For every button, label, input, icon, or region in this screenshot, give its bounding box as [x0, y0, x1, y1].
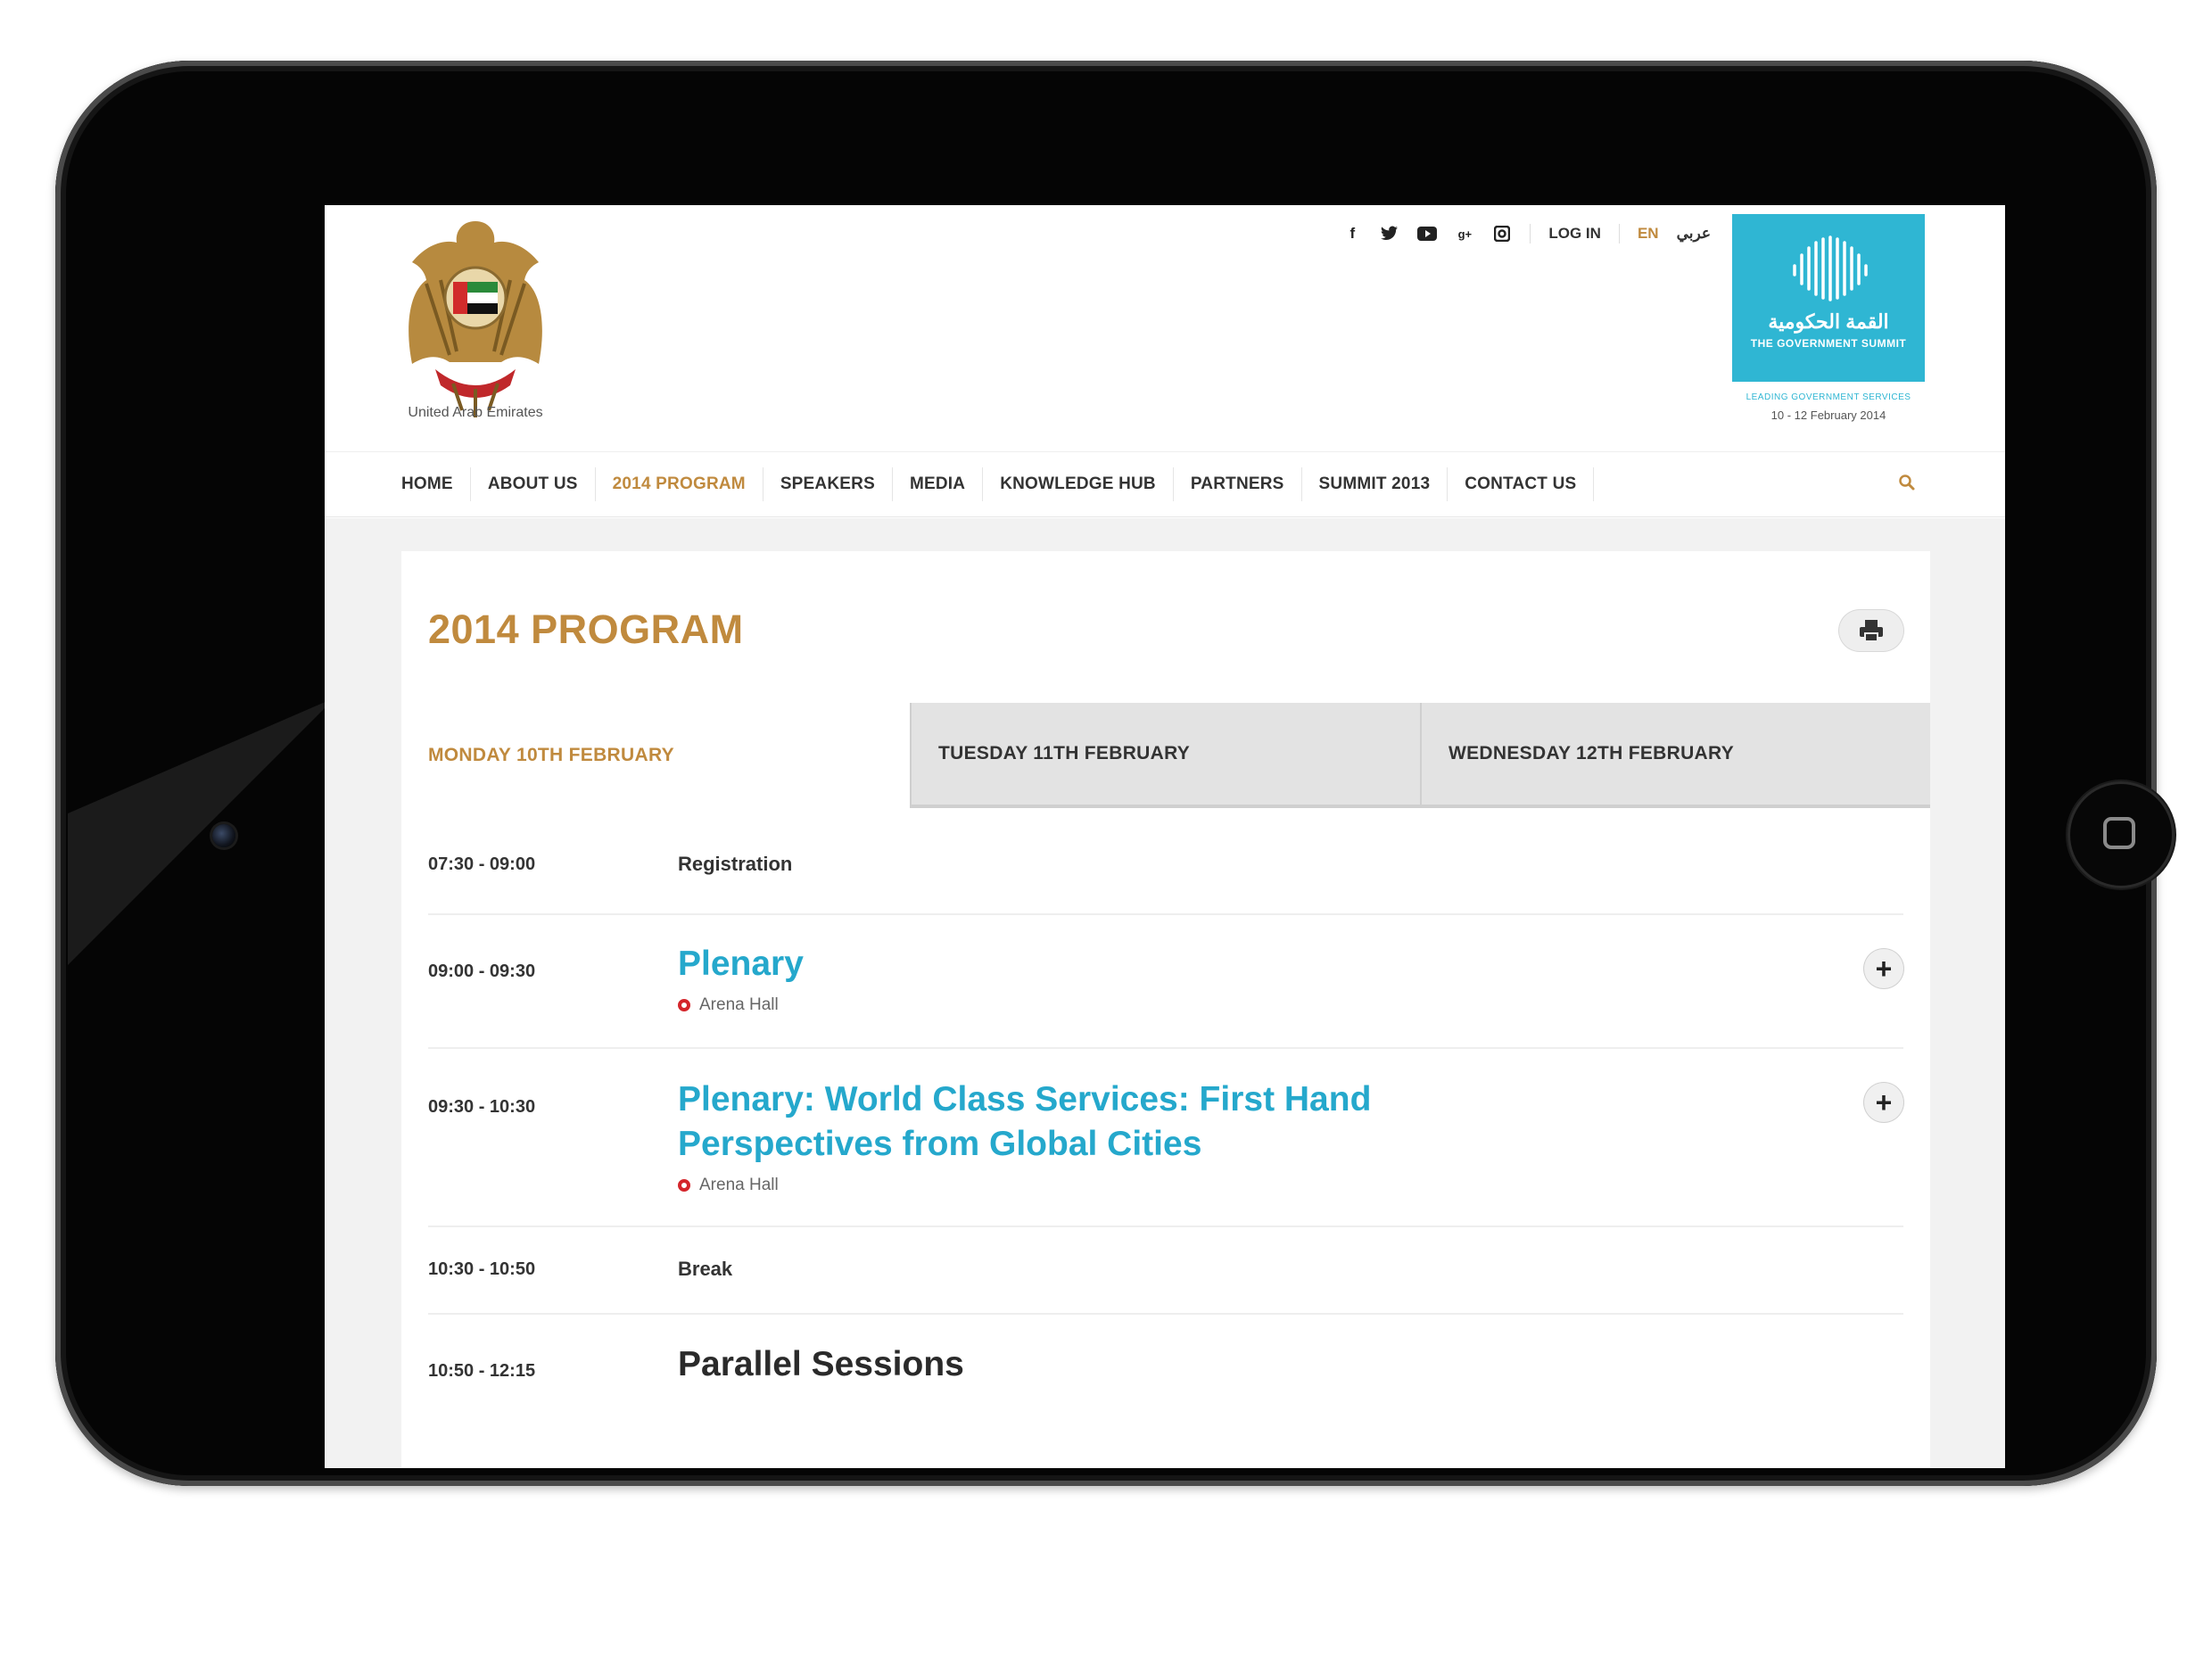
- screen: [325, 205, 2005, 1468]
- summit-tagline: LEADING GOVERNMENT SERVICES: [1746, 392, 1911, 402]
- camera-icon: [212, 824, 235, 847]
- session-time: 07:30 - 09:00: [428, 854, 536, 874]
- nav-item-speakers[interactable]: SPEAKERS: [763, 467, 893, 501]
- session-title-link[interactable]: Plenary: World Class Services: First Hand Perspectives from Global Cities: [678, 1080, 1372, 1163]
- session-title: Break: [678, 1258, 733, 1280]
- location-icon: [678, 999, 690, 1011]
- instagram-icon[interactable]: [1492, 224, 1512, 243]
- search-icon[interactable]: [1898, 474, 1916, 496]
- utility-bar: [1342, 218, 1711, 250]
- nav-item-media[interactable]: MEDIA: [893, 467, 983, 501]
- government-summit-logo[interactable]: [1732, 214, 1925, 382]
- nav-item-knowledge-hub[interactable]: KNOWLEDGE HUB: [983, 467, 1174, 501]
- youtube-icon[interactable]: [1417, 224, 1437, 243]
- day-tabs: [401, 703, 1930, 808]
- schedule-row: [428, 808, 1903, 915]
- session-time: 10:50 - 12:15: [428, 1361, 536, 1381]
- session-title-link[interactable]: Plenary: [678, 945, 804, 983]
- nav-item-contact-us[interactable]: CONTACT US: [1448, 467, 1594, 501]
- summit-name-english: THE GOVERNMENT SUMMIT: [1750, 337, 1907, 350]
- tab-tuesday[interactable]: TUESDAY 11TH FEBRUARY: [910, 703, 1420, 808]
- tab-wednesday[interactable]: WEDNESDAY 12TH FEBRUARY: [1420, 703, 1930, 808]
- nav-item-summit-2013[interactable]: SUMMIT 2013: [1302, 467, 1449, 501]
- summit-name-arabic: القمة الحكومية: [1768, 310, 1889, 333]
- nav-item-about-us[interactable]: ABOUT US: [471, 467, 596, 501]
- expand-button[interactable]: +: [1864, 949, 1903, 988]
- page-title: 2014 PROGRAM: [428, 607, 744, 652]
- location-label: Arena Hall: [699, 1176, 779, 1194]
- summit-dome-icon: [1786, 232, 1871, 303]
- twitter-icon[interactable]: [1380, 224, 1399, 243]
- session-time: 10:30 - 10:50: [428, 1259, 536, 1279]
- lang-en-link[interactable]: EN: [1637, 225, 1659, 242]
- main-nav: [325, 451, 2005, 517]
- session-time: 09:00 - 09:30: [428, 962, 536, 981]
- tablet-frame: [55, 61, 2157, 1486]
- schedule-row: [428, 1315, 1903, 1422]
- divider: [1530, 224, 1531, 243]
- schedule-list: [428, 808, 1903, 1422]
- schedule-row: [428, 915, 1903, 1049]
- expand-button[interactable]: +: [1864, 1083, 1903, 1122]
- session-time: 09:30 - 10:30: [428, 1097, 536, 1117]
- login-link[interactable]: LOG IN: [1548, 225, 1601, 242]
- session-title: Registration: [678, 853, 793, 875]
- google-plus-icon[interactable]: g+: [1457, 227, 1473, 241]
- home-square-icon: [2103, 817, 2135, 849]
- session-location: [678, 995, 779, 1015]
- nav-item-home[interactable]: HOME: [401, 467, 471, 501]
- home-button[interactable]: [2068, 781, 2175, 888]
- printer-icon: [1859, 619, 1884, 642]
- session-title: Parallel Sessions: [678, 1345, 964, 1383]
- divider: [1619, 224, 1620, 243]
- nav-item-partners[interactable]: PARTNERS: [1174, 467, 1302, 501]
- program-card: [401, 551, 1930, 1468]
- location-label: Arena Hall: [699, 995, 779, 1014]
- facebook-icon[interactable]: f: [1349, 225, 1356, 242]
- summit-dates: 10 - 12 February 2014: [1770, 409, 1886, 422]
- schedule-row: [428, 1227, 1903, 1315]
- session-location: [678, 1176, 779, 1195]
- lang-ar-link[interactable]: عربي: [1676, 225, 1711, 242]
- nav-item-2014-program[interactable]: 2014 PROGRAM: [596, 467, 763, 501]
- schedule-row: [428, 1049, 1903, 1227]
- tab-monday[interactable]: MONDAY 10TH FEBRUARY: [401, 703, 910, 808]
- location-icon: [678, 1179, 690, 1192]
- uae-emblem-logo: [400, 212, 551, 423]
- uae-caption: United Arab Emirates: [408, 405, 543, 420]
- print-button[interactable]: [1839, 610, 1903, 651]
